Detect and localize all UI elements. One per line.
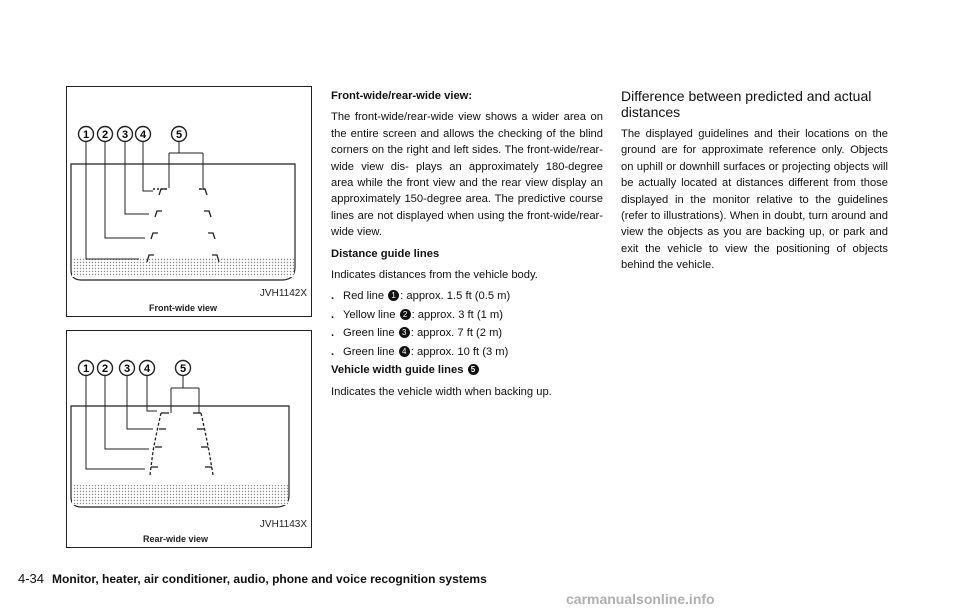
chapter-title: Monitor, heater, air conditioner, audio, phone and voice recognition systems [52, 572, 487, 586]
list-item-label: Red line [343, 290, 385, 303]
vehicle-bumper-area [72, 485, 288, 505]
marker-badge: 1 [388, 290, 399, 301]
marker-group [79, 127, 187, 142]
marker-2: 2 [101, 363, 109, 375]
guide-lines [147, 189, 219, 262]
paragraph: Indicates the vehicle width when backing up. [331, 385, 552, 398]
marker-5: 5 [179, 363, 187, 375]
page-number: 4-34 [18, 571, 45, 586]
marker-badge: 4 [399, 346, 410, 357]
marker-5: 5 [175, 129, 183, 141]
paragraph: Indicates distances from the vehicle body. [331, 269, 538, 282]
page-footer [18, 571, 487, 586]
section-heading-text: Vehicle width guide lines [331, 364, 464, 377]
paragraph: The displayed guidelines and their locations on the ground are for approximate reference only. Objects on uphill or downhill surfaces or projecting objects will be actually located at distances different from those displayed in the monitor relative to the guidelines (refer to illustrations). When in doubt, turn around and view the objects as you are backing up, or park and exit the vehicle to view the positioning of objects behind the vehicle. [621, 128, 888, 272]
front-wide-view-illustration [67, 87, 311, 316]
rear-wide-view-figure [66, 330, 312, 548]
section-heading [331, 362, 603, 378]
section-heading: Distance guide lines [331, 247, 440, 260]
list-item-label: Yellow line [343, 308, 396, 321]
figure-code: JVH1143X [259, 519, 307, 530]
guide-lines [150, 413, 213, 475]
marker-group [79, 361, 191, 376]
marker-badge: 2 [400, 309, 411, 320]
section-heading: Difference between predicted and actual distances [621, 88, 872, 120]
watermark: carmanualsonline.info [566, 591, 715, 607]
marker-4: 4 [139, 129, 147, 141]
list-item-value: : approx. 1.5 ft (0.5 m) [400, 290, 511, 303]
section-heading: Front-wide/rear-wide view: [331, 90, 473, 102]
list-item-label: Green line [343, 345, 395, 358]
marker-badge: 5 [468, 364, 479, 375]
vehicle-bumper-area [72, 257, 294, 277]
paragraph: The front-wide/rear-wide view shows a wider area on the entire screen and allows the checking of the blind corners on the right and left sides. The front-wide/rear-wide view dis- plays an approximately 180-degree area while the front view and the rear view display an approximately 150-degree area. The predictive course lines are not displayed when using the front-wide/rear-wide view. [331, 111, 603, 239]
marker-1: 1 [82, 363, 90, 375]
list-item: . Red line 1 : approx. 1.5 ft (0.5 m) [331, 290, 511, 303]
text-column-middle [331, 88, 603, 405]
marker-4: 4 [143, 363, 151, 375]
figure-code: JVH1142X [259, 288, 307, 299]
rear-wide-view-illustration [67, 331, 311, 547]
marker-2: 2 [101, 129, 109, 141]
marker-3: 3 [121, 129, 129, 141]
list-item: . Yellow line 2 : approx. 3 ft (1 m) [331, 308, 503, 321]
figure-caption: Front-wide view [149, 303, 218, 313]
marker-3: 3 [123, 363, 131, 375]
list-item-value: : approx. 7 ft (2 m) [410, 327, 503, 340]
list-item: . Green line 3 : approx. 7 ft (2 m) [331, 327, 503, 340]
front-wide-view-figure [66, 86, 312, 317]
figure-caption: Rear-wide view [143, 534, 209, 544]
marker-1: 1 [82, 129, 90, 141]
list-item-value: : approx. 10 ft (3 m) [410, 345, 509, 358]
list-item-value: : approx. 3 ft (1 m) [411, 308, 503, 321]
list-item-label: Green line [343, 327, 395, 340]
list-item: . Green line 4 : approx. 10 ft (3 m) [331, 345, 509, 358]
marker-badge: 3 [399, 327, 410, 338]
text-column-right [621, 88, 888, 279]
